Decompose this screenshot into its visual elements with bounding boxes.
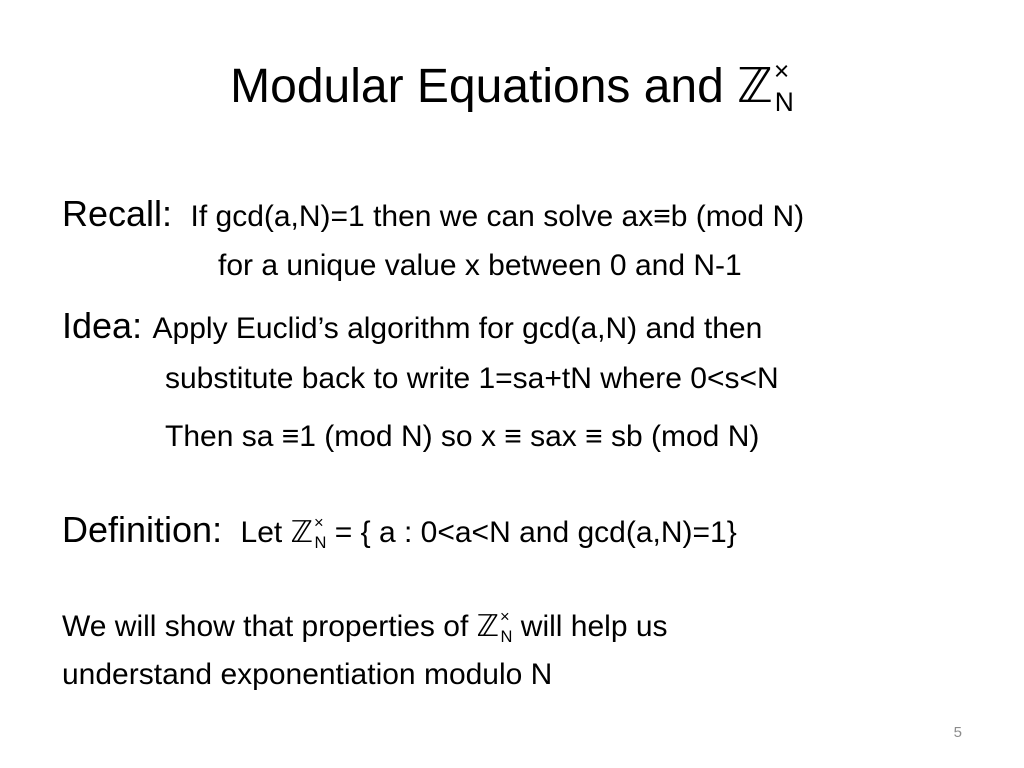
idea-label: Idea: — [62, 305, 143, 346]
definition-integers-symbol: ℤ — [290, 515, 313, 550]
recall-line-1 — [62, 193, 805, 234]
conclusion-times-superscript: × — [499, 607, 510, 626]
idea-statement-3: Then sa ≡1 (mod N) so x ≡ sax ≡ sb (mod N) — [165, 420, 760, 453]
conclusion-line-2: understand exponentiation modulo N — [62, 658, 553, 691]
page-number: 5 — [953, 724, 962, 741]
conclusion-line-1 — [62, 607, 668, 646]
idea-statement-2: substitute back to write 1=sa+tN where 0<s<N — [165, 362, 779, 395]
title-integers-symbol: ℤ — [737, 58, 773, 114]
idea-line-1 — [62, 305, 763, 346]
conclusion-before: We will show that properties of — [62, 610, 477, 643]
recall-statement-2: for a unique value x between 0 and N-1 — [218, 249, 742, 282]
title-text: Modular Equations and — [230, 60, 738, 113]
slide-title — [0, 55, 1024, 118]
idea-statement-1: Apply Euclid’s algorithm for gcd(a,N) and then — [152, 312, 763, 345]
conclusion-n-subscript: N — [500, 627, 513, 646]
conclusion-integers-symbol: ℤ — [476, 609, 499, 644]
conclusion-after: will help us — [512, 610, 668, 643]
definition-set-builder: = { a : 0<a<N and gcd(a,N)=1} — [326, 516, 737, 549]
title-n-subscript: N — [774, 87, 794, 118]
recall-label: Recall: — [62, 193, 173, 234]
definition-label: Definition: — [62, 509, 223, 550]
definition-line — [62, 509, 737, 552]
definition-times-superscript: × — [313, 513, 324, 532]
definition-n-subscript: N — [314, 533, 327, 552]
title-times-superscript: × — [773, 55, 790, 86]
definition-let: Let — [240, 516, 291, 549]
recall-statement-1: If gcd(a,N)=1 then we can solve ax≡b (mod N) — [190, 200, 805, 233]
definition-body — [240, 513, 737, 552]
